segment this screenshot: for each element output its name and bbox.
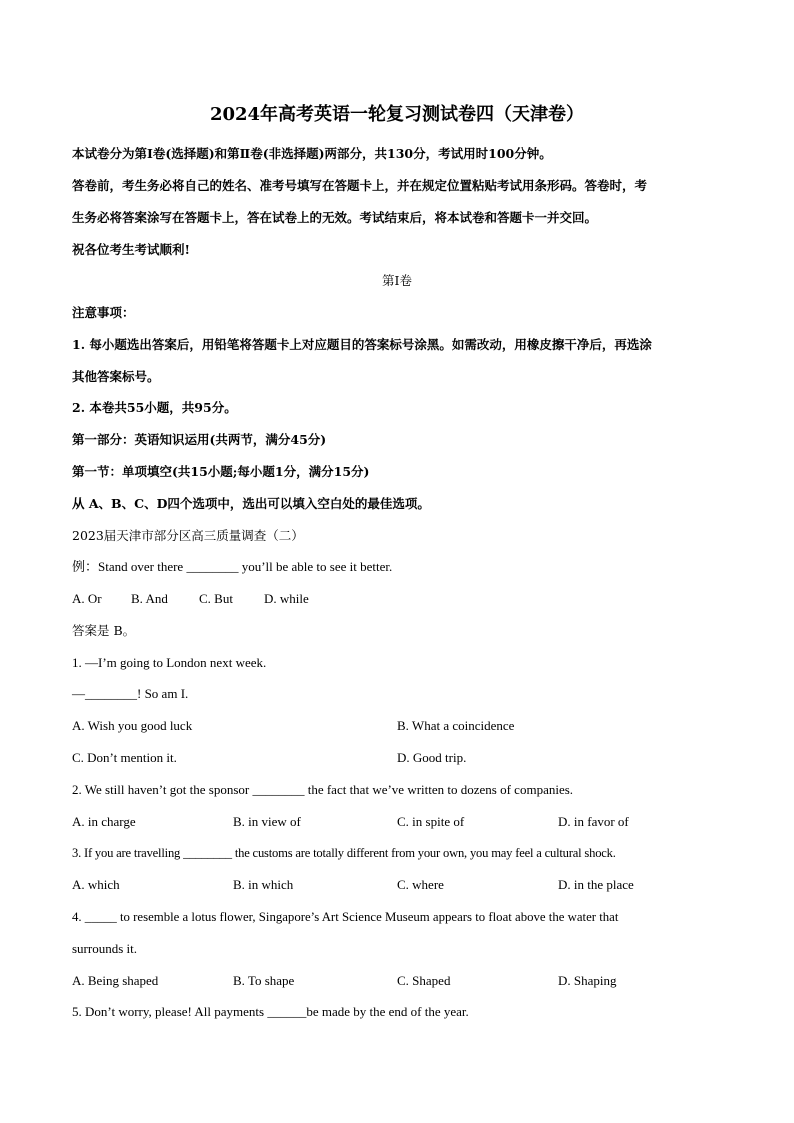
question-3-option-b: B. in which [233, 877, 294, 892]
question-4-option-c: C. Shaped [397, 973, 451, 988]
notice-2: 2. 本卷共55小题，共95分。 [72, 400, 237, 415]
example-option-a: A. Or [72, 591, 102, 606]
example-option-d: D. while [264, 591, 309, 606]
question-1-stem-2: —________! So am I. [72, 686, 189, 701]
question-3-option-a: A. which [72, 877, 120, 892]
document-title: 2024年高考英语一轮复习测试卷四（天津卷） [209, 104, 585, 125]
example-answer: 答案是 B。 [72, 623, 136, 638]
question-4-stem: 4. _____ to resemble a lotus flower, Singapore’s Art Science Museum appears to float above the water that [72, 910, 619, 924]
question-1-stem: 1. —I’m going to London next week. [72, 655, 267, 670]
question-4-option-a: A. Being shaped [72, 973, 159, 988]
question-2-stem: 2. We still haven’t got the sponsor ________ the fact that we’ve written to dozens of companies. [72, 782, 574, 797]
question-1-option-d: D. Good trip. [397, 750, 467, 765]
notice-heading: 注意事项： [72, 305, 135, 320]
source-line: 2023届天津市部分区高三质量调查（二） [72, 528, 304, 543]
question-1-option-c: C. Don’t mention it. [72, 750, 177, 765]
question-4-stem-2: surrounds it. [72, 941, 137, 956]
intro-line-3: 生务必将答案涂写在答题卡上，答在试卷上的无效。考试结束后，将本试卷和答题卡一并交回。 [72, 210, 598, 225]
example-option-c: C. But [199, 591, 233, 606]
question-1-option-a: A. Wish you good luck [72, 718, 193, 733]
section-title: 第Ⅰ卷 [382, 273, 412, 288]
question-2-option-b: B. in view of [233, 814, 301, 829]
question-4-option-b: B. To shape [233, 973, 295, 988]
section-1-heading: 第一节：单项填空(共15小题;每小题1分，满分15分) [72, 464, 370, 479]
question-2-option-a: A. in charge [72, 814, 136, 829]
question-3-stem: 3. If you are travelling ________ the customs are totally different from your own, you may feel a cultural shock. [72, 846, 616, 860]
notice-1: 1. 每小题选出答案后，用铅笔将答题卡上对应题目的答案标号涂黑。如需改动，用橡皮擦干净后，再选涂 [72, 337, 652, 352]
question-3-option-c: C. where [397, 877, 444, 892]
part-1-heading: 第一部分：英语知识运用(共两节，满分45分) [72, 432, 327, 447]
wish-line: 祝各位考生考试顺利! [72, 242, 190, 257]
example-option-b: B. And [131, 591, 168, 606]
example-question: 例：Stand over there ________ you’ll be able to see it better. [72, 559, 393, 574]
question-1-option-b: B. What a coincidence [397, 718, 515, 733]
question-2-option-c: C. in spite of [397, 814, 465, 829]
intro-line-1: 本试卷分为第Ⅰ卷(选择题)和第Ⅱ卷(非选择题)两部分，共130分，考试用时100分钟。 [72, 146, 552, 161]
question-5-stem: 5. Don’t worry, please! All payments ______be made by the end of the year. [72, 1004, 469, 1019]
instruction-line: 从 A、B、C、D四个选项中，选出可以填入空白处的最佳选项。 [72, 496, 430, 511]
notice-1-cont: 其他答案标号。 [72, 369, 160, 384]
intro-line-2: 答卷前，考生务必将自己的姓名、准考号填写在答题卡上，并在规定位置粘贴考试用条形码。答卷时，考 [72, 178, 648, 193]
question-2-option-d: D. in favor of [558, 814, 629, 829]
question-4-option-d: D. Shaping [558, 973, 617, 988]
question-3-option-d: D. in the place [558, 877, 634, 892]
